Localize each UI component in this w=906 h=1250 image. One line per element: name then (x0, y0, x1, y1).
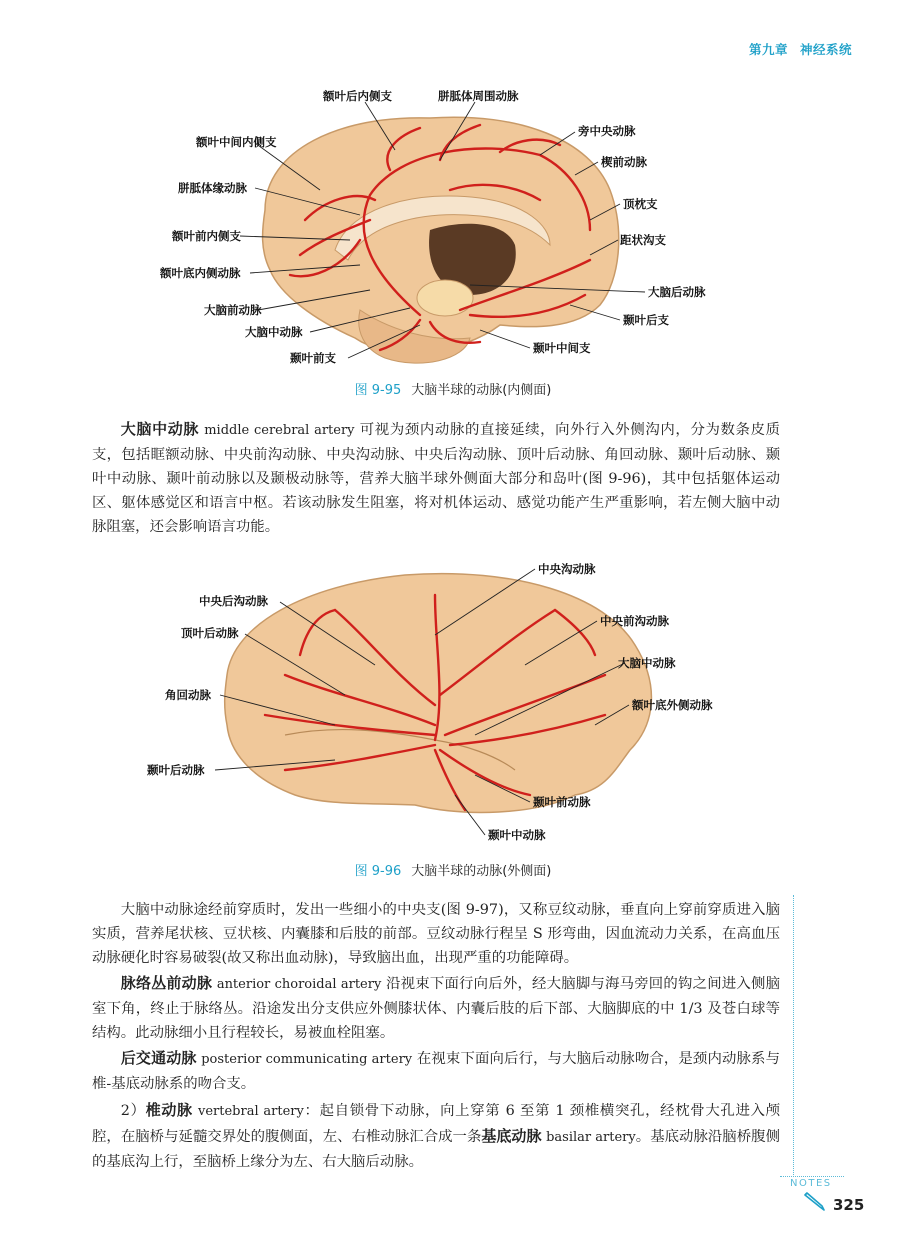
paragraph-posterior-communicating-text: 在视束下面向后行，与大脑后动脉吻合，是颈内动脉系与椎-基底动脉系的吻合支。 (92, 1051, 780, 1092)
figure-medial-brain-arteries (120, 80, 760, 380)
label-medial-9: 额叶底内侧动脉 (160, 266, 241, 280)
label-medial-2: 额叶中间内侧支 (196, 135, 277, 149)
page-number: 325 (833, 1196, 865, 1214)
paragraph-lenticulostriate (92, 898, 780, 970)
paragraph-mca-text: 可视为颈内动脉的直接延续，向外行入外侧沟内，分为数条皮质支，包括眶额动脉、中央前沟动脉、中央沟动脉、中央后沟动脉、顶叶后动脉、角回动脉、颞叶后动脉、颞叶中动脉、颞叶前动脉以及颞极动脉等，营养大脑半球外侧面大部分和岛叶(图 9-96)，其中包括躯体运动区、躯体感觉区和语言中枢。若该动脉发生阻塞，将对机体运动、感觉功能产生严重影响，若左侧大脑中动脉阻塞，还会影响语言功能。 (92, 422, 780, 535)
running-header (749, 40, 852, 58)
section-label: 神经系统 (799, 42, 852, 57)
label-lateral-7: 颞叶后动脉 (147, 763, 205, 777)
term-basilar-en: basilar artery (546, 1130, 636, 1145)
notes-label: NOTES (790, 1178, 832, 1189)
term-anterior-choroidal: 脉络丛前动脉 (120, 974, 213, 992)
chapter-label: 第九章 (748, 42, 788, 57)
pen-icon (802, 1192, 828, 1212)
label-lateral-5: 角回动脉 (165, 688, 211, 702)
figure-caption-1 (0, 379, 906, 398)
label-lateral-1: 中央后沟动脉 (199, 594, 268, 608)
label-medial-10: 大脑后动脉 (648, 285, 706, 299)
label-medial-3: 旁中央动脉 (578, 124, 636, 138)
label-medial-13: 大脑中动脉 (245, 325, 303, 339)
caption-number: 图 9-96 (354, 864, 402, 879)
term-posterior-communicating: 后交通动脉 (120, 1049, 197, 1067)
label-lateral-3: 顶叶后动脉 (181, 626, 239, 640)
label-medial-11: 大脑前动脉 (204, 303, 262, 317)
paragraph-anterior-choroidal-text: 沿视束下面行向后外，经大脑脚与海马旁回的钩之间进入侧脑室下角，终止于脉络丛。沿途发出分支供应外侧膝状体、内囊后肢的后下部、大脑脚底的中 1/3 及苍白球等结构。此动脉细小且行程较长，易被血栓阻塞。 (92, 976, 780, 1041)
caption-number: 图 9-95 (354, 383, 402, 398)
term-vertebral-en: vertebral artery (197, 1104, 304, 1119)
label-medial-15: 颞叶前支 (290, 351, 336, 365)
notes-margin-line (793, 895, 794, 1177)
caption-text: 大脑半球的动脉(内侧面) (411, 383, 552, 398)
term-basilar: 基底动脉 (481, 1127, 542, 1145)
paragraph-vertebral-text-2: 。基底动脉沿脑桥腹侧的基底沟上行，至脑桥上缘分为左、右大脑后动脉。 (92, 1129, 780, 1170)
figure-lateral-brain-arteries (135, 555, 755, 855)
term-anterior-choroidal-en: anterior choroidal artery (216, 977, 382, 992)
paragraph-vertebral (92, 1098, 780, 1174)
paragraph-vertebral-text-1: ：起自锁骨下动脉，向上穿第 6 至第 1 颈椎横突孔，经枕骨大孔进入颅腔，在脑桥与延髓交界处的腹侧面，左、右椎动脉汇合成一条 (92, 1103, 781, 1145)
label-medial-7: 额叶前内侧支 (172, 229, 241, 243)
label-medial-0: 额叶后内侧支 (323, 89, 392, 103)
label-lateral-2: 中央前沟动脉 (600, 614, 669, 628)
label-lateral-6: 额叶底外侧动脉 (632, 698, 713, 712)
item-prefix: 2） (120, 1103, 146, 1119)
caption-text: 大脑半球的动脉(外侧面) (411, 864, 552, 879)
notes-base-line (780, 1176, 844, 1177)
label-medial-8: 距状沟支 (620, 233, 666, 247)
term-vertebral: 椎动脉 (145, 1101, 193, 1119)
term-mca-en: middle cerebral artery (204, 423, 355, 438)
label-medial-6: 顶枕支 (623, 197, 658, 211)
label-medial-5: 胼胝体缘动脉 (178, 181, 247, 195)
label-lateral-0: 中央沟动脉 (538, 562, 596, 576)
paragraph-anterior-choroidal (92, 971, 780, 1045)
term-mca: 大脑中动脉 (120, 420, 200, 438)
label-lateral-8: 颞叶前动脉 (533, 795, 591, 809)
label-medial-14: 颞叶中间支 (533, 341, 591, 355)
term-posterior-communicating-en: posterior communicating artery (201, 1052, 413, 1067)
label-medial-12: 颞叶后支 (623, 313, 669, 327)
label-medial-4: 楔前动脉 (601, 155, 647, 169)
paragraph-lenticulostriate-text: 大脑中动脉途经前穿质时，发出一些细小的中央支(图 9-97)，又称豆纹动脉，垂直向上穿前穿质进入脑实质，营养尾状核、豆状核、内囊膝和后肢的前部。豆纹动脉行程呈 S 形弯曲，因血流动力关系，在高血压动脉硬化时容易破裂(故又称出血动脉)，导致脑出血，出现严重的功能障碍。 (92, 902, 780, 966)
label-lateral-4: 大脑中动脉 (618, 656, 676, 670)
figure-caption-2 (0, 860, 906, 879)
label-lateral-9: 颞叶中动脉 (488, 828, 546, 842)
brain-lateral-shape (225, 574, 652, 813)
label-medial-1: 胼胝体周围动脉 (438, 89, 519, 103)
paragraph-mca (92, 417, 780, 539)
paragraph-posterior-communicating (92, 1046, 780, 1096)
